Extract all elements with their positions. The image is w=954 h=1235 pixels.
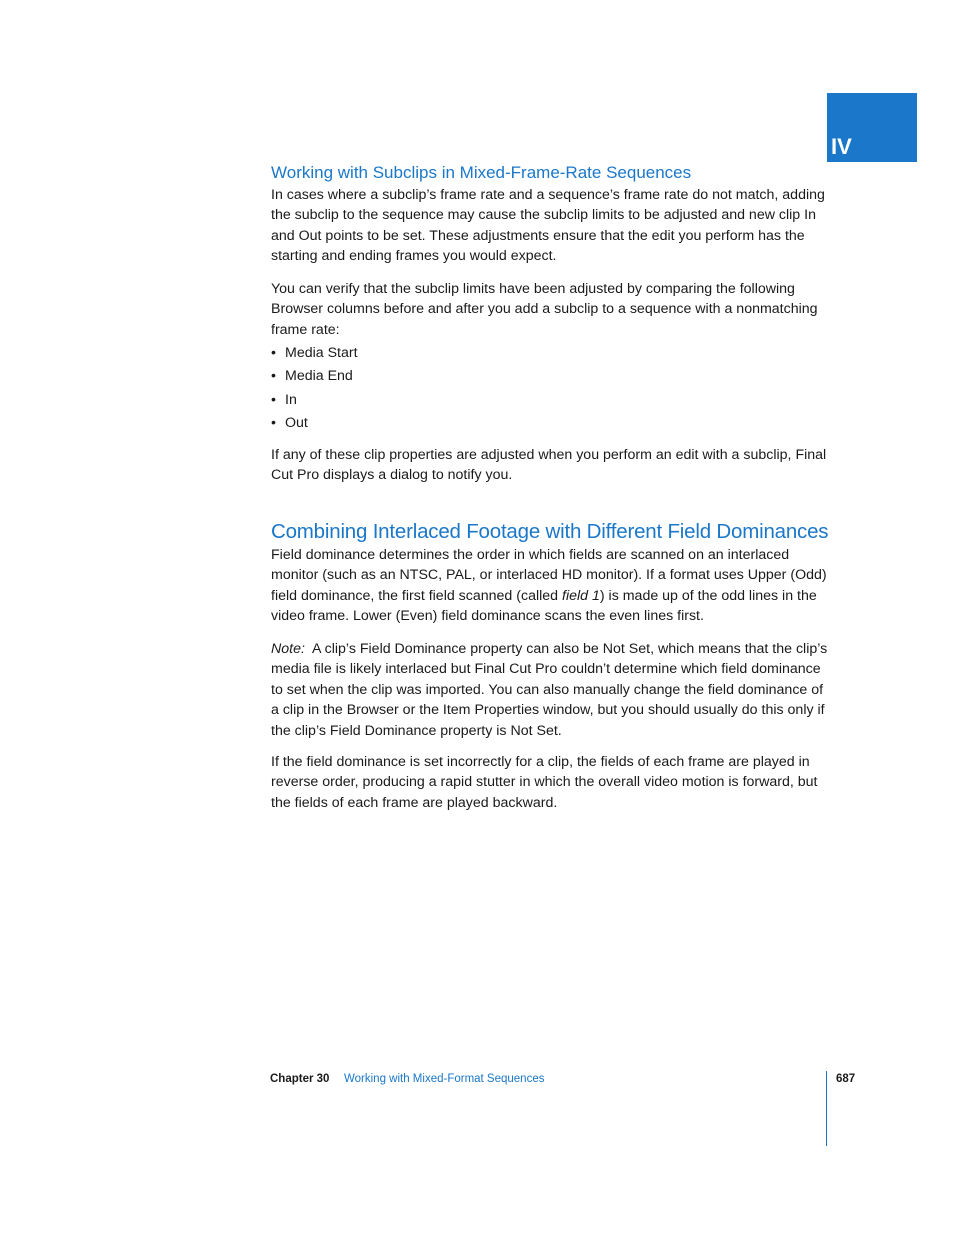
footer-divider xyxy=(826,1071,827,1146)
paragraph-dialog-notice: If any of these clip properties are adjusted when you perform an edit with a subclip, Final Cut Pro displays a dialog to notify you. xyxy=(271,447,827,484)
list-item xyxy=(271,366,358,389)
note-text: A clip’s Field Dominance property can also be Not Set, which means that the clip’s media file is likely interlaced but Final Cut Pro couldn’t determine which field dominance to set when the clip was imported. You can also manually change the field dominance of a clip in the Browser or the Item Properties window, but you should usually do this only if the clip’s Field Dominance property is Not Set. xyxy=(271,641,832,739)
note-label: Note: xyxy=(271,641,305,657)
note-paragraph xyxy=(271,639,831,741)
field-dominance-text-start: Field dominance determines the order in which fields are scanned on an interlaced monitor (such as an NTSC, PAL, or interlaced HD monitor). If a format uses Upper (Odd) field dominance, the first field scanned (called xyxy=(271,547,827,604)
paragraph-verify-limits: You can verify that the subclip limits have been adjusted by comparing the following Browser columns before and after you add a subclip to a sequence with a nonmatching frame rate: xyxy=(271,281,818,338)
page-number: 687 xyxy=(836,1073,856,1085)
bullet-icon: • xyxy=(271,345,276,361)
section-heading-subclips: Working with Subclips in Mixed-Frame-Rate Sequences xyxy=(271,163,692,182)
part-tab xyxy=(827,93,917,162)
list-item xyxy=(271,343,358,366)
list-item-text: Out xyxy=(285,414,308,431)
footer-chapter-title: Working with Mixed-Format Sequences xyxy=(344,1073,545,1085)
part-tab-label: IV xyxy=(831,134,852,159)
bullet-icon: • xyxy=(271,414,276,431)
paragraph-incorrect-dominance: If the field dominance is set incorrectly for a clip, the fields of each frame are played in reverse order, producing a rapid stutter in which the overall video motion is forward, but the fields of each frame are played backward. xyxy=(271,754,818,811)
paragraph-subclip-intro: In cases where a subclip’s frame rate and a sequence’s frame rate do not match, adding the subclip to the sequence may cause the subclip limits to be adjusted and new clip In and Out points to be set. These adjustments ensure that the edit you perform has the starting and ending frames you would expect. xyxy=(271,187,825,265)
bullet-icon: • xyxy=(271,368,276,385)
bullet-icon: • xyxy=(271,391,276,408)
list-item xyxy=(271,390,358,413)
list-item-text: In xyxy=(285,391,297,408)
list-item xyxy=(271,413,358,436)
list-item-text: Media End xyxy=(285,368,353,385)
field-dominance-text-end: ) is made up of the odd lines in the video frame. Lower (Even) field dominance scans the even lines first. xyxy=(271,587,817,625)
section-heading-field-dominance: Combining Interlaced Footage with Different Field Dominances xyxy=(271,520,829,543)
footer-chapter-label: Chapter 30 xyxy=(270,1073,330,1085)
browser-columns-list xyxy=(271,343,358,436)
paragraph-field-dominance-intro xyxy=(271,545,831,627)
list-item-text: Media Start xyxy=(285,345,358,361)
field-1-term: field 1 xyxy=(562,587,600,604)
